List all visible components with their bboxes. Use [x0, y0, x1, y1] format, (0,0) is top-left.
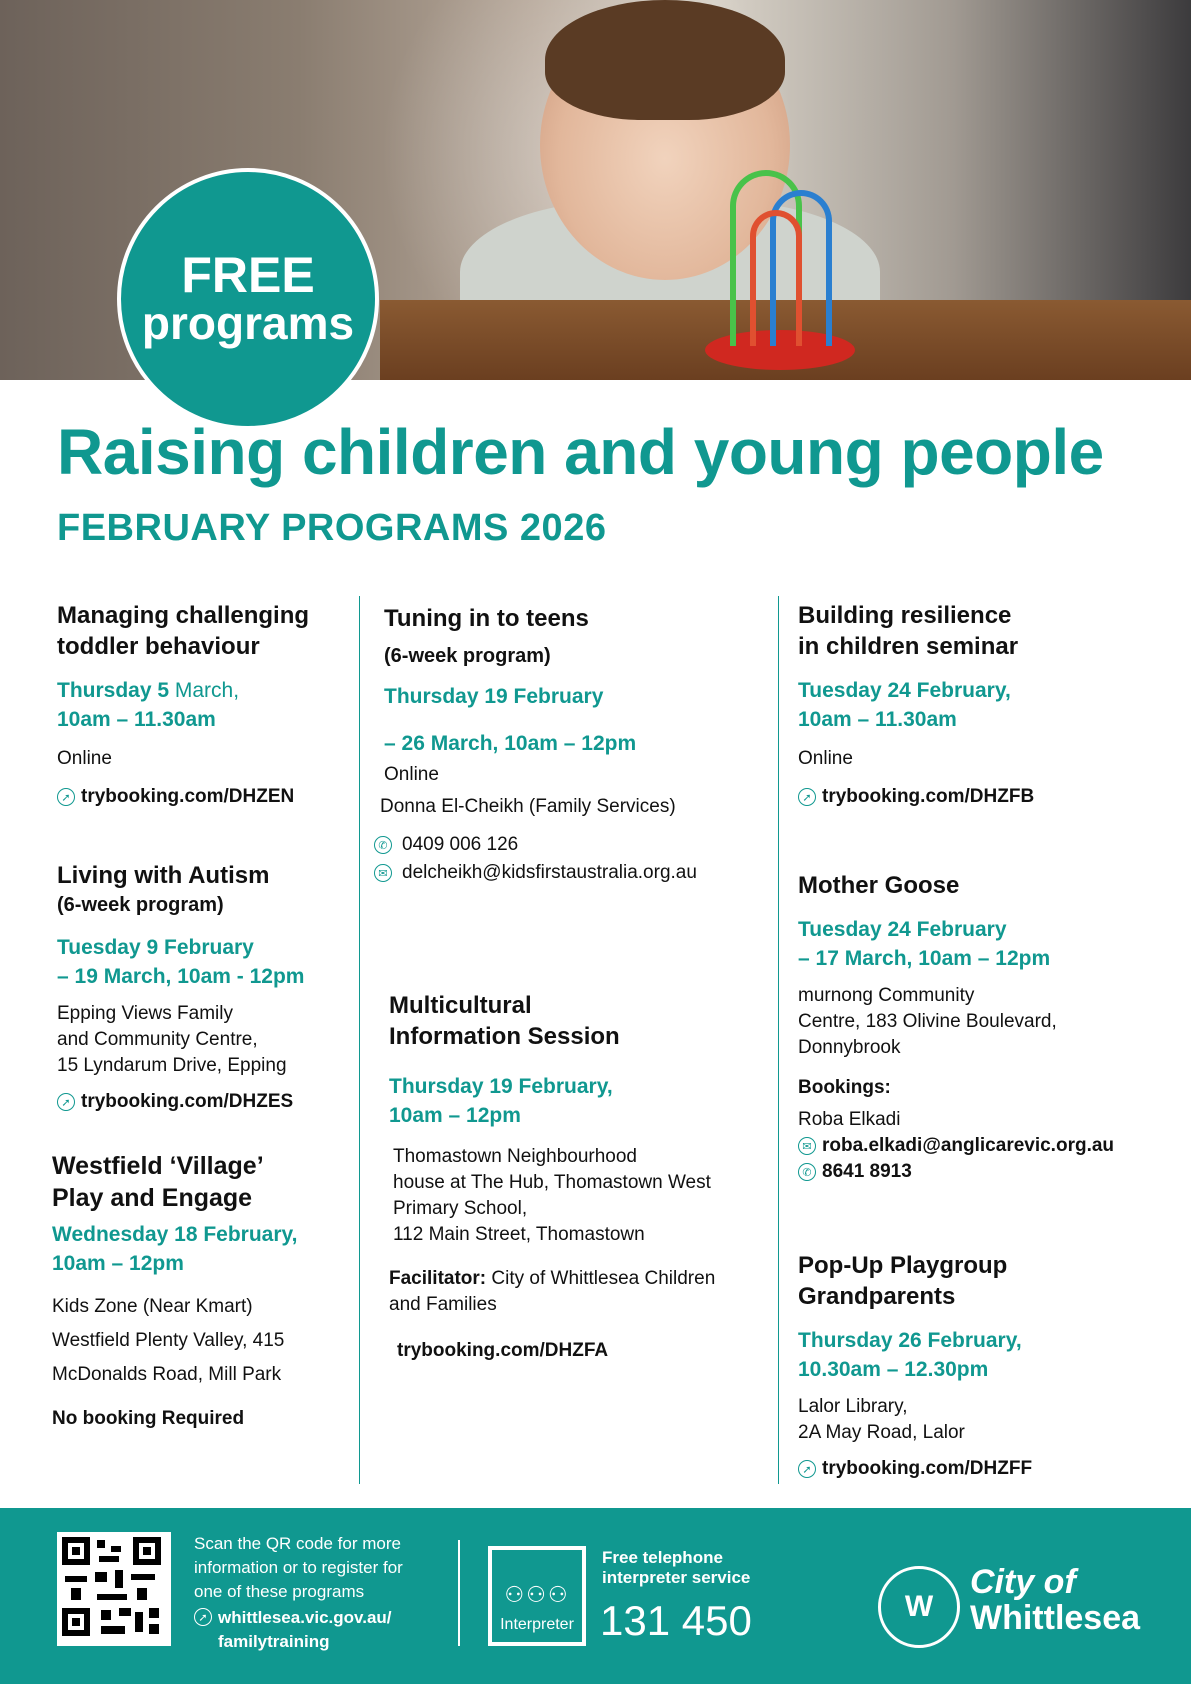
program-title: Mother Goose — [798, 872, 960, 899]
city-logo-icon: W — [878, 1566, 960, 1648]
program-date-start: Thursday 19 February — [384, 685, 604, 708]
program-location: Epping Views Family and Community Centre, 15 Lyndarum Drive, Epping — [57, 1003, 287, 1076]
program-title: Managing challenging toddler behaviour — [57, 602, 310, 660]
interpreter-number[interactable]: 131 450 — [600, 1597, 752, 1644]
booking-link[interactable]: ➚ trybooking.com/DHZFB — [798, 784, 1178, 810]
program-contact: Donna El-Cheikh (Family Services) — [380, 796, 676, 817]
program-title: Westfield ‘Village’ Play and Engage — [52, 1152, 264, 1212]
program-date: Wednesday 18 February, 10am – 12pm — [52, 1223, 298, 1275]
program-subtitle: (6-week program) — [57, 894, 224, 916]
program-location: Online — [57, 748, 112, 769]
program-date: Tuesday 9 February – 19 March, 10am - 12pm — [57, 936, 305, 988]
link-icon: ➚ — [57, 1093, 75, 1111]
program-title: Living with Autism — [57, 862, 270, 889]
qr-code[interactable] — [57, 1532, 171, 1646]
website-link[interactable]: ➚ whittlesea.vic.gov.au/ familytraining — [194, 1606, 444, 1654]
footer-divider — [458, 1540, 460, 1646]
qr-instructions: Scan the QR code for more information or to register for one of these programs ➚ whittlesea.vic.gov.au/ familytraining — [194, 1532, 444, 1654]
program-teens — [378, 603, 774, 886]
people-icon: ⚇⚇⚇ — [504, 1582, 570, 1607]
contact-phone[interactable]: ✆ 8641 8913 — [798, 1159, 1178, 1185]
program-location: Online — [384, 764, 439, 785]
program-date: Thursday 26 February, 10.30am – 12.30pm — [798, 1329, 1022, 1381]
program-facilitator: Facilitator: City of Whittlesea Children and Families — [389, 1268, 716, 1315]
program-location: Thomastown Neighbourhood house at The Hub, Thomastown West Primary School, 112 Main Street, Thomastown — [393, 1146, 711, 1245]
column-divider-2 — [778, 596, 779, 1484]
badge-line2: programs — [141, 297, 355, 349]
city-logo-text: City of Whittlesea — [970, 1563, 1141, 1637]
program-date-end: – 26 March, 10am – 12pm — [384, 732, 637, 755]
program-autism — [57, 860, 352, 1115]
bookings-label: Bookings: — [798, 1077, 891, 1098]
email-icon: ✉ — [798, 1137, 816, 1155]
program-title: Pop-Up Playgroup Grandparents — [798, 1252, 1008, 1310]
phone-icon: ✆ — [798, 1163, 816, 1181]
booking-note: No booking Required — [52, 1408, 245, 1429]
page-title: Raising children and young people — [57, 416, 1104, 488]
link-icon: ➚ — [798, 1460, 816, 1478]
program-location: Online — [798, 748, 853, 769]
interpreter-label: Interpreter — [500, 1616, 574, 1633]
column-divider-1 — [359, 596, 360, 1484]
program-title: Building resilience in children seminar — [798, 602, 1019, 660]
booking-link[interactable]: ➚ trybooking.com/DHZEN — [57, 784, 352, 810]
booking-link[interactable]: ➚ trybooking.com/DHZES — [57, 1089, 352, 1115]
email-icon: ✉ — [374, 864, 392, 882]
program-mother-goose — [798, 870, 1178, 1185]
booking-link[interactable]: ➚ trybooking.com/DHZFF — [798, 1456, 1178, 1482]
booking-link[interactable]: trybooking.com/DHZFA — [397, 1340, 609, 1361]
interpreter-text: Free telephone interpreter service — [602, 1548, 751, 1587]
page-subtitle: FEBRUARY PROGRAMS 2026 — [57, 507, 607, 549]
link-icon: ➚ — [194, 1608, 212, 1626]
free-programs-badge — [117, 168, 379, 430]
program-resilience — [798, 600, 1178, 810]
program-date: Tuesday 24 February, 10am – 11.30am — [798, 679, 1011, 731]
phone-icon: ✆ — [374, 836, 392, 854]
program-date: Thursday 5 March, 10am – 11.30am — [57, 679, 240, 731]
program-westfield — [52, 1150, 352, 1432]
program-location: Lalor Library, 2A May Road, Lalor — [798, 1396, 965, 1443]
link-icon: ➚ — [798, 788, 816, 806]
badge-line1: FREE — [181, 247, 315, 303]
contact-phone[interactable]: ✆ 0409 006 126 — [374, 832, 774, 858]
interpreter-logo — [488, 1546, 586, 1646]
contact-email[interactable]: ✉ delcheikh@kidsfirstaustralia.org.au — [374, 860, 774, 886]
program-location: murnong Community Centre, 183 Olivine Boulevard, Donnybrook — [798, 985, 1057, 1058]
link-icon: ➚ — [57, 788, 75, 806]
program-title: Multicultural Information Session — [389, 992, 620, 1050]
program-contact: Roba Elkadi — [798, 1109, 901, 1130]
program-multicultural — [389, 990, 774, 1364]
program-subtitle: (6-week program) — [384, 645, 551, 667]
program-title: Tuning in to teens — [384, 605, 589, 632]
program-toddler — [57, 600, 352, 810]
program-date: Thursday 19 February, 10am – 12pm — [389, 1075, 613, 1127]
contact-email[interactable]: ✉ roba.elkadi@anglicarevic.org.au — [798, 1133, 1178, 1159]
program-date: Tuesday 24 February – 17 March, 10am – 12pm — [798, 918, 1051, 970]
program-playgroup — [798, 1250, 1178, 1482]
program-location: Kids Zone (Near Kmart) Westfield Plenty Valley, 415 McDonalds Road, Mill Park — [52, 1296, 285, 1385]
footer — [0, 1508, 1191, 1684]
